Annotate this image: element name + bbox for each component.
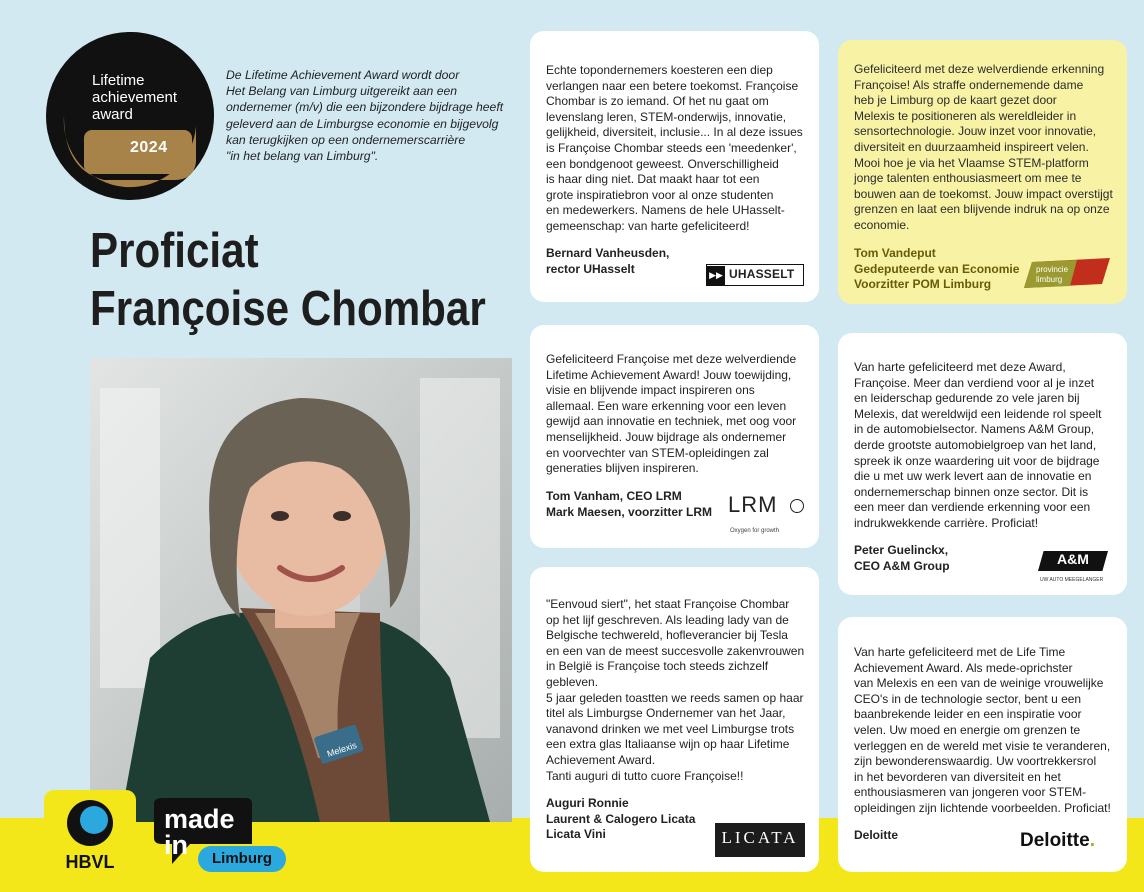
award-line-2: achievement — [92, 89, 178, 106]
body-line: Mooi hoe je via het Vlaamse STEM-platform — [854, 155, 1089, 170]
signature-line: Gedeputeerde van Economie — [854, 261, 1020, 276]
body-line: een extra glas Italiaanse wijn op haar Lifetime — [546, 737, 790, 752]
body-line: verlangen naar een betere toekomst. Françoise — [546, 78, 799, 93]
uhasselt-logo-text: UHASSELT — [729, 267, 795, 282]
body-line: is Françoise Chombar steeds een 'meedenker', — [546, 140, 797, 155]
card-deloitte — [838, 617, 1127, 872]
intro-line: ondernemer (m/v) die een bijzondere bijdrage heeft — [226, 100, 504, 115]
body-line: diversiteit en duurzaamheid inspireert velen. — [854, 139, 1089, 154]
body-line: gewijd aan innovatie en techniek, met oog voor — [546, 414, 797, 429]
signature-line: Voorzitter POM Limburg — [854, 277, 992, 292]
body-line: enthousiasmeren van jongeren voor STEM- — [854, 785, 1087, 800]
lrm-logo-text: LRM — [728, 492, 778, 517]
intro-line: geleverd aan de Limburgse economie en bijgevolg — [226, 116, 499, 131]
play-icon: ▶▶ — [707, 266, 725, 285]
provincie-logo-line-2: limburg — [1036, 275, 1063, 284]
body-line: jonge talenten enthousiasmeert om mee te — [854, 171, 1082, 186]
body-line: Achievement Award. Als mede-oprichster — [854, 660, 1073, 675]
licata-logo-text: LICATA — [721, 828, 799, 847]
headline — [90, 222, 486, 338]
signature-line: rector UHasselt — [546, 261, 635, 276]
body-line: in het bevorderen van diversiteit en het — [854, 769, 1061, 784]
body-line: gelijkheid, diversiteit, inclusie... In al deze issues — [546, 125, 803, 140]
body-line: en medewerkers. Namens de hele UHasselt- — [546, 203, 785, 218]
signature-line: Licata Vini — [546, 827, 606, 842]
body-line: Van harte gefeliciteerd met deze Award, — [854, 360, 1066, 374]
signature-line: Bernard Vanheusden, — [546, 246, 670, 260]
body-line: grote inspiratiebron voor al onze studenten — [546, 187, 774, 202]
licata-logo — [715, 823, 805, 857]
body-line: van Melexis en een van de weinige vrouwelijke — [854, 676, 1104, 691]
body-line: in België is Françoise toch steeds zichzelf — [546, 659, 769, 674]
intro-line: kan terugkijken op een ondernemerscarrière — [226, 132, 466, 147]
body-line: ondernemerschap binnen onze sector. Dit is — [854, 484, 1089, 499]
body-line: titel als Limburgse Ondernemer van het Jaar, — [546, 706, 786, 721]
body-line: die u met uw werk levert aan de innovatie en — [854, 469, 1092, 484]
body-line: heb je Limburg op de kaart gezet door — [854, 93, 1057, 108]
deloitte-logo-text: Deloitte — [1020, 830, 1090, 851]
intro-line: De Lifetime Achievement Award wordt door — [226, 68, 460, 82]
body-line: Lifetime Achievement Award! Jouw toewijding, — [546, 367, 792, 382]
body-line: verleggen en de wereld met visie te veranderen, — [854, 738, 1111, 753]
signature-line: Tom Vandeput — [854, 246, 936, 260]
body-line: generaties blijven inspireren. — [546, 461, 699, 476]
body-line: baanbrekende leider en een inspiratie voor — [854, 707, 1082, 722]
body-line: en voorvechter van STEM-opleidingen zal — [546, 445, 769, 460]
body-line: Melexis, dat wereldwijd een leidende rol speelt — [854, 406, 1102, 421]
body-line: Achievement Award. — [546, 752, 656, 767]
provincie-limburg-logo — [1022, 258, 1112, 288]
body-line: Melexis te positioneren als wereldleider in — [854, 108, 1077, 123]
signature-line: Auguri Ronnie — [546, 796, 629, 810]
signature-line: Mark Maesen, voorzitter LRM — [546, 504, 713, 519]
body-line: een meer dan verdiende erkenning voor een — [854, 500, 1091, 515]
card-body — [854, 617, 1111, 817]
body-line: Françoise. Meer dan verdiend voor al je inzet — [854, 375, 1095, 390]
uhasselt-logo — [706, 264, 804, 286]
provincie-logo-line-1: provincie — [1036, 265, 1069, 274]
body-line: Gefeliciteerd met deze welverdiende erkenning — [854, 62, 1105, 76]
signature-line: Deloitte — [854, 828, 899, 842]
body-line: levenslang leren, STEM-onderwijs, innovatie, — [546, 109, 787, 124]
card-body — [546, 567, 803, 784]
body-line: sensortechnologie. Jouw inzet voor innovatie, — [854, 124, 1097, 139]
signature-line: Peter Guelinckx, — [854, 543, 949, 557]
body-line: op het lijf geschreven. Als leading lady van de — [546, 612, 789, 627]
body-line: indrukwekkende carrière. Proficiat! — [854, 515, 1039, 530]
hbvl-logo-text: HBVL — [65, 852, 115, 872]
body-line: en een van de meest succesvolle zakenvrouwen — [546, 643, 805, 658]
portrait-illustration — [90, 358, 512, 822]
signature — [546, 246, 669, 277]
body-line: spreek ik onze waardering uit voor de bijdrage — [854, 453, 1100, 468]
award-year: 2024 — [130, 139, 168, 156]
body-line: en leiderschap gedurende zo vele jaren bij — [854, 391, 1080, 406]
lrm-tagline: Oxygen for growth — [730, 528, 780, 534]
body-line: Chombar is zo iemand. Of het nu gaat om — [546, 94, 769, 109]
body-line: velen. Uw moed en energie om grenzen te — [854, 722, 1081, 737]
body-line: opleidingen zijn lichtende voorbeelden. Proficiat! — [854, 800, 1111, 815]
signature — [546, 796, 695, 843]
card-uhasselt — [530, 31, 819, 302]
card-provincie-limburg — [838, 40, 1127, 304]
portrait-photo — [90, 358, 512, 822]
body-line: grenzen en laat een blijvende indruk na op onze — [854, 202, 1110, 217]
card-body — [854, 40, 1111, 234]
body-line: Van harte gefeliciteerd met de Life Time — [854, 645, 1066, 659]
card-lrm — [530, 325, 819, 548]
body-line: 5 jaar geleden toastten we reeds samen op haar — [546, 690, 804, 705]
body-line: is haar ding niet. Dat maakt haar tot een — [546, 172, 760, 187]
intro-paragraph — [226, 67, 516, 164]
card-licata — [530, 567, 819, 872]
am-tagline: UW AUTO MEEGELANGER — [1040, 577, 1104, 583]
body-line: Echte topondernemers koesteren een diep — [546, 63, 773, 77]
body-line: een bondgenoot geweest. Onverschilligheid — [546, 156, 779, 171]
body-line: Tanti auguri di tutto cuore Françoise!! — [546, 768, 744, 783]
hbvl-logo — [44, 790, 136, 882]
in-word: in — [164, 830, 188, 860]
body-line: Belgische techwereld, hofleverancier bij Tesla — [546, 628, 788, 643]
intro-line: "in het belang van Limburg". — [226, 149, 379, 164]
name-badge-text: Melexis — [325, 740, 358, 759]
award-line-3: award — [92, 106, 133, 123]
card-am-group — [838, 333, 1127, 595]
intro-line: Het Belang van Limburg uitgereikt aan een — [226, 84, 458, 99]
card-body — [546, 325, 803, 477]
lrm-logo — [728, 492, 808, 535]
card-body — [854, 333, 1111, 532]
signature-line: CEO A&M Group — [854, 558, 950, 573]
body-line: economie. — [854, 217, 910, 232]
limburg-pill: Limburg — [198, 846, 286, 872]
body-line: gemeenschap: van harte gefeliciteerd! — [546, 218, 750, 233]
signature-line: Tom Vanham, CEO LRM — [546, 489, 682, 503]
card-body — [546, 31, 803, 235]
headline-line-1: Proficiat — [90, 224, 259, 278]
body-line: Françoise! Als straffe ondernemende dame — [854, 77, 1084, 92]
body-line: gebleven. — [546, 674, 599, 689]
headline-line-2: Françoise Chombar — [90, 282, 486, 336]
lrm-leaf-icon — [790, 499, 804, 513]
signature — [854, 543, 950, 574]
hbvl-circle-icon — [44, 790, 136, 854]
award-logo-text — [92, 72, 177, 123]
body-line: visie en blijvende impact inspireren ons — [546, 383, 755, 398]
body-line: CEO's in de technologie sector, bent u een — [854, 691, 1082, 706]
body-line: Gefeliciteerd Françoise met deze welverdiende — [546, 352, 797, 366]
signature — [546, 489, 712, 520]
body-line: vanavond drinken we met veel Limburgse trots — [546, 721, 795, 736]
signature — [854, 828, 898, 844]
signature-line: Laurent & Calogero Licata — [546, 811, 696, 826]
am-logo-text: A&M — [1057, 551, 1089, 567]
body-line: "Eenvoud siert", het staat Françoise Chombar — [546, 597, 790, 611]
award-line-1: Lifetime — [92, 72, 145, 89]
am-logo — [1038, 551, 1112, 581]
deloitte-dot: . — [1089, 830, 1095, 851]
body-line: allemaal. Een ware erkenning voor een leven — [546, 398, 787, 413]
body-line: menselijkheid. Jouw bijdrage als ondernemer — [546, 429, 787, 444]
signature — [854, 246, 1019, 293]
deloitte-logo — [1020, 830, 1112, 859]
made-word: made — [164, 804, 235, 834]
body-line: in de automobielsector. Namens A&M Group, — [854, 422, 1095, 437]
body-line: derde grootste automobielgroep van het land, — [854, 437, 1097, 452]
body-line: bouwen aan de toekomst. Jouw impact overstijgt — [854, 186, 1113, 201]
body-line: zijn bewonderenswaardig. Uw voortrekkersrol — [854, 754, 1097, 769]
